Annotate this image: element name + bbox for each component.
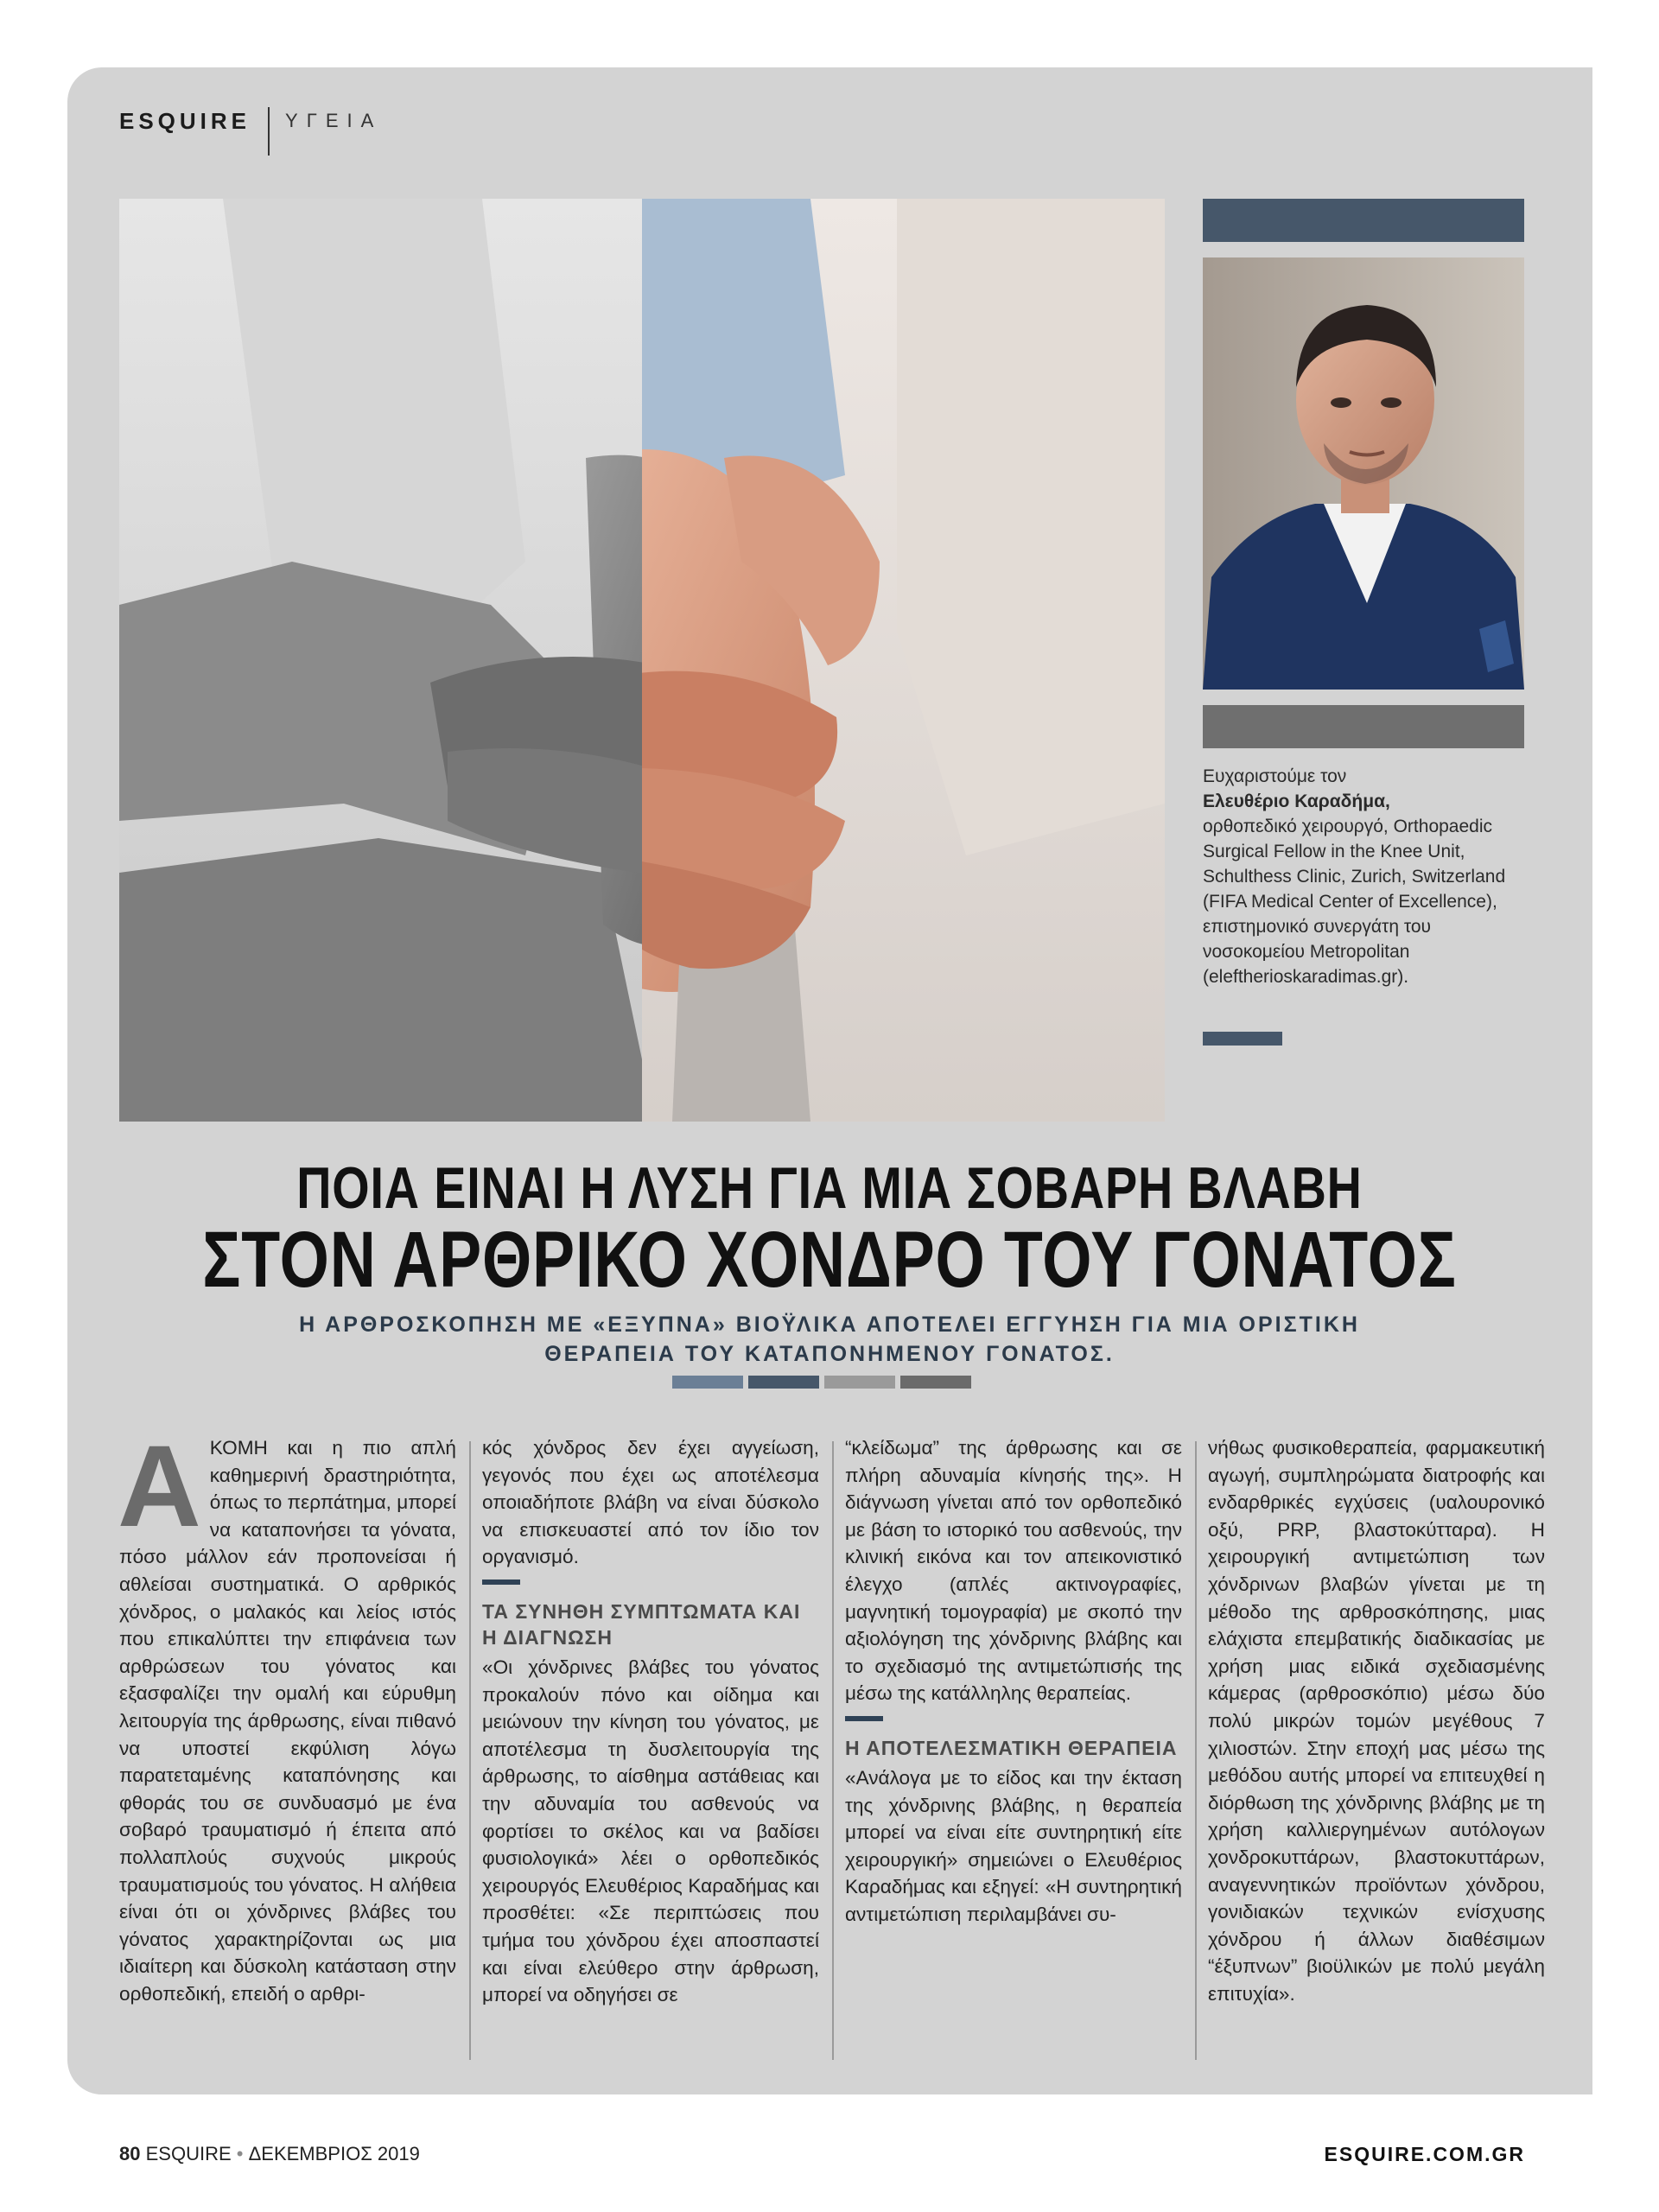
subhead-rule-2 [845,1716,883,1721]
header-divider [268,107,270,156]
standfirst: Η ΑΡΘΡΟΣΚΟΠΗΣΗ ΜΕ «ΕΞΥΠΝΑ» ΒΙΟΫΛΙΚΑ ΑΠΟΤΕΛΕΙ ΕΓΓΥΗΣΗ ΓΙΑ ΜΙΑ ΟΡΙΣΤΙΚΗ ΘΕΡΑΠΕΙΑ ΤΟΥ ΚΑΤΑΠΟΝΗΜΕΝΟΥ ΓΟΝΑΤΟΣ. [299,1313,1360,1366]
headline-line-1: ΠΟΙΑ ΕΙΝΑΙ Η ΛΥΣΗ ΓΙΑ ΜΙΑ ΣΟΒΑΡΗ ΒΛΑΒΗ [296,1155,1363,1221]
column-2-text-b: «Οι χόνδρινες βλάβες του γόνατος προκαλούν πόνο και οίδημα και μειώνουν την κίνηση του γόνατος, με αποτέλεσμα τη δυσλειτουργία της άρθρωσης, το αίσθημα αστάθειας και την αδυναμία του ασθενούς να φορτίσει το σκέλος και να βαδίσει φυσιολογικά» λέει ο ορθοπεδικός χειρουργός Ελευθέριος Καραδήμας και προσθέτει: «Σε περιπτώσεις που τμήμα του χόνδρου έχει αποσπαστεί και είναι ελεύθερο στην άρθρωση, μπορεί να οδηγήσει σε [482,1656,819,2006]
doctor-portrait-image [1203,257,1524,690]
subhead-therapy: Η ΑΠΟΤΕΛΕΣΜΑΤΙΚΗ ΘΕΡΑΠΕΙΑ [845,1736,1178,1759]
footer-date: ΔΕΚΕΜΒΡΙΟΣ 2019 [248,2143,420,2164]
caption-intro: Ευχαριστούμε τον [1203,766,1347,786]
dash-3 [824,1376,895,1389]
column-1-text: ΚΟΜΗ και η πιο απλή καθημερινή δραστηριότητα, όπως το περπάτημα, μπορεί να καταπονήσει τα γόνατα, πόσο μάλλον εάν προπονείσαι ή αθλείσαι συστηματικά. Ο αρθρικός χόνδρος, ο μαλακός και λείος ιστός που επικαλύπτει την επιφάνεια των αρθρώσεων του γόνατος και εξασφαλίζει την ομαλή και εύρυθμη λειτουργία της άρθρωσης, είναι πιθανό να υποστεί εκφύλιση λόγω παρατεταμένης καταπόνησης και φθοράς του σε συνδυασμό με ένα σοβαρό τραυματισμό ή έπειτα από πολλαπλούς συχνούς μικρούς τραυματισμούς του γόνατος. Η αλήθεια είναι ότι οι χόνδρινες βλάβες του γόνατος χαρακτηρίζονται ως μια ιδιαίτερη και δύσκολη κατάσταση στην ορθοπεδική, επειδή ο αρθρι- [119,1437,456,2005]
footer-bullet: • [236,2143,244,2164]
expert-caption [1203,764,1524,989]
headline-line-2: ΣΤΟΝ ΑΡΘΡΙΚΟ ΧΟΝΔΡΟ ΤΟΥ ΓΟΝΑΤΟΣ [202,1216,1457,1304]
footer-website: ESQUIRE.COM.GR [1324,2143,1525,2165]
dash-2 [748,1376,819,1389]
section-label: ΥΓΕΙΑ [285,110,383,131]
drop-cap: Α [118,1422,201,1551]
column-3-text-b: «Ανάλογα με το είδος και την έκταση της χόνδρινης βλάβης, η θεραπεία μπορεί να είναι είτε συντηρητική είτε χειρουργική» σημειώνει ο Ελευθέριος Καραδήμας και εξηγεί: «Η συντηρητική αντιμετώπιση περιλαμβάνει συ- [845,1766,1182,1925]
page-footer [119,2143,420,2165]
portrait-bottom-bar [1203,705,1524,748]
column-divider-3 [1195,1441,1197,2060]
caption-name: Ελευθέριο Καραδήμα, [1203,791,1390,811]
subhead-rule-1 [482,1580,520,1585]
article-column-4 [1208,1434,1545,2007]
brand-label: ESQUIRE [119,107,251,134]
portrait-top-bar [1203,199,1524,242]
knee-hero-image [119,199,1165,1122]
column-2-text-a: κός χόνδρος δεν έχει αγγείωση, γεγονός που έχει ως αποτέλεσμα οποιαδήποτε βλάβη να είναι δύσκολο να επισκευαστεί από τον ίδιο τον οργανισμό. [482,1437,819,1568]
footer-magazine: ESQUIRE [145,2143,232,2164]
page-header [119,97,382,145]
caption-body: ορθοπεδικό χειρουργό, Orthopaedic Surgical Fellow in the Knee Unit, Schulthess Clinic, Zurich, Switzerland (FIFA Medical Center of Excellence), επιστημονικό συνεργάτη του νοσοκομείου Metropolitan (eleftherioskaradimas.gr). [1203,817,1506,987]
page-number: 80 [119,2143,141,2164]
column-divider-2 [832,1441,834,2060]
column-4-text: νήθως φυσικοθεραπεία, φαρμακευτική αγωγή, συμπληρώματα διατροφής και ενδαρθρικές εγχύσεις (υαλουρονικό οξύ, PRP, βλαστοκύτταρα). Η χειρουργική αντιμετώπιση των χόνδρινων βλαβών γίνεται με τη μέθοδο της αρθροσκόπησης, μιας ελάχιστα επεμβατικής διαδικασίας με χρήση μιας ειδικά σχεδιασμένης κάμερας (αρθροσκόπιο) μέσω δύο πολύ μικρών τομών μεγέθους 7 χιλιοστών. Στην εποχή μας μέσω της μεθόδου αυτής μπορεί να επιτευχθεί η διόρθωση της χόνδρινης βλάβης με τη χρήση καλλιεργημένων αυτόλογων χονδροκυττάρων, βλαστοκυττάρων, αναγεννητικών προϊόντων χόνδρου, γονιδιακών τεχνικών ενίσχυσης χόνδρου ή άλλων διαθέσιμων “έξυπνων” βιοϋλικών με πολύ μεγάλη επιτυχία». [1208,1437,1545,2005]
dash-4 [900,1376,971,1389]
decorative-dashes [672,1376,971,1389]
article-column-1 [118,1422,456,2007]
dash-1 [672,1376,743,1389]
column-3-text-a: “κλείδωμα” της άρθρωσης και σε πλήρη αδυναμία κίνησής της». Η διάγνωση γίνεται από τον ορθοπεδικό με βάση το ιστορικό του ασθενούς, την κλινική εικόνα και τον απεικονιστικό έλεγχο (απλές ακτινογραφίες, μαγνητική τομογραφία) με σκοπό την αξιολόγηση της χόνδρινης βλάβης και το σχεδιασμό της αντιμετώπισής της μέσω της κατάλληλης θεραπείας. [845,1437,1182,1705]
article-column-2 [482,1434,819,2009]
caption-accent-bar [1203,1032,1282,1046]
article-column-3 [845,1434,1182,1929]
column-divider-1 [469,1441,471,2060]
subhead-symptoms: ΤΑ ΣΥΝΗΘΗ ΣΥΜΠΤΩΜΑΤΑ ΚΑΙ Η ΔΙΑΓΝΩΣΗ [482,1599,801,1649]
